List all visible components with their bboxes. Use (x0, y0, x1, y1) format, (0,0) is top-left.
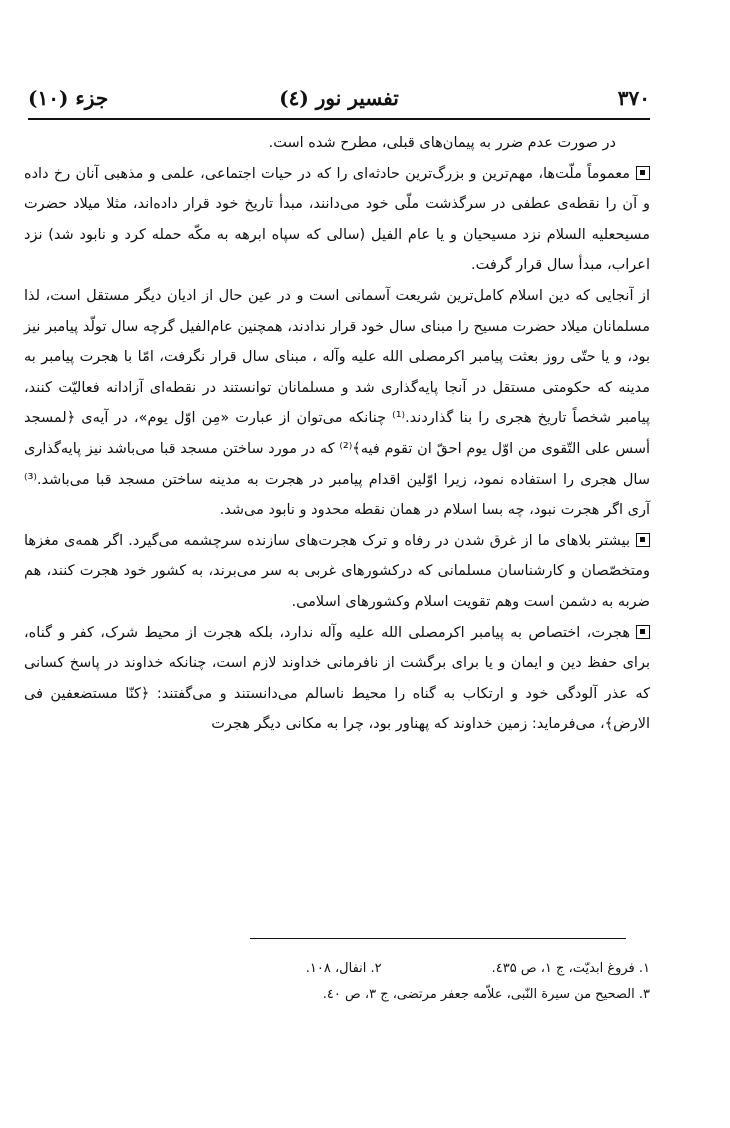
footnote-2: ۲. انفال، ۱۰۸. (305, 961, 382, 976)
bulleted-paragraph: بیشتر بلاهای ما از غرق شدن در رفاه و ترک هجرت‌های سازنده سرچشمه می‌گیرد. اگر همه‌ی مغزها ومتخصّصان و کارشناسان مسلمانی که درکشورهای غربی به سر می‌برند، به کشور خود هجرت کنند، هم ضربه به دشمن است وهم تقویت اسلام وکشورهای اسلامی. (24, 532, 650, 610)
square-bullet-icon (636, 625, 650, 639)
footnote-row (150, 982, 650, 1008)
book-title: تفسیر نور (٤) (279, 86, 399, 110)
header-divider (28, 118, 650, 120)
bulleted-paragraph: معموماً ملّت‌ها، مهم‌ترین و بزرگ‌ترین حادثه‌ای را که در حیات اجتماعی، علمی و مذهبی آنان رخ داده و آن را نقطه‌ی عطفی در سرگذشت ملّی خود می‌دانند، مبدأ تاریخ خود قرار داده‌اند، مثلا میلاد حضرت مسیحعليه السلام نزد مسیحیان و یا عام الفیل (سالی که سپاه ابرهه به مکّه حمله کرد و نابود شد) نزد اعراب، مبدأ سال قرار گرفت. (24, 165, 650, 274)
paragraph: در صورت عدم ضرر به پیمان‌های قبلی، مطرح شده است. (268, 135, 616, 151)
part-label: جزء (۱۰) (28, 86, 109, 110)
page-number: ۳۷۰ (617, 86, 650, 110)
square-bullet-icon (636, 533, 650, 547)
footnote-divider (250, 938, 626, 939)
footnote-row (150, 956, 650, 982)
footnote-1: ۱. فروغ ابدیّت، ج ۱، ص ٤۳۵. (491, 961, 650, 976)
page-header (28, 86, 650, 118)
body-text (24, 128, 650, 740)
paragraph: از آنجایی که دین اسلام کامل‌ترین شریعت آسمانی است و در عین حال از ادیان دیگر مستقل است، لذا مسلمانان میلاد حضرت مسیح را مبنای سال خود قرار ندادند، همچنین عام‌الفیل گرچه سال تولّد پیامبر نیز بود، و یا حتّی روز بعثت پیامبر اکرمصلى الله عليه وآله ، مبنای سال قرار نگرفت، امّا با هجرت پیامبر به مدینه که حکومتی مستقل در آنجا پایه‌گذاری شد و مسلمانان توانستند در نقطه‌ای آزادانه فعالیّت کنند، پیامبر شخصاً تاریخ هجری را بنا گذاردند.⁽¹⁾ چنانکه می‌توان از عبارت «مِن اوّل یوم»، در آیه‌ی ﴿لمسجد أسس علی التّقوی من اوّل یوم احقّ ان تقوم فیه﴾⁽²⁾ که در مورد ساختن مسجد قبا می‌باشد نیز پایه‌گذاری سال هجری را استفاده نمود، زیرا اوّلین اقدام پیامبر در هجرت به مدینه ساختن مسجد قبا می‌باشد.⁽³⁾ آری اگر هجرت نبود، چه بسا اسلام در همان نقطه محدود و نابود می‌شد. (24, 287, 651, 519)
bulleted-paragraph: هجرت، اختصاص به پیامبر اکرمصلى الله عليه وآله ندارد، بلکه هجرت از محیط شرک، کفر و گناه، برای حفظ دین و ایمان و یا برای برگشت از نافرمانی خداوند لازم است، چنانکه خداوند در پاسخ کسانی که عذر آلودگی خود و ارتکاب به گناه را محیط ناسالم می‌دانستند و می‌گفتند: ﴿کنّا مستضعفین فی الارض﴾، می‌فرماید: زمین خداوند که پهناور بود، چرا به مکانی دیگر هجرت (24, 624, 650, 733)
square-bullet-icon (636, 166, 650, 180)
footnotes (150, 956, 650, 1008)
footnote-3: ۳. الصحیح من سیرة النّبی، علاّمه جعفر مرتضی، ج ۳، ص ٤۰. (322, 987, 650, 1002)
